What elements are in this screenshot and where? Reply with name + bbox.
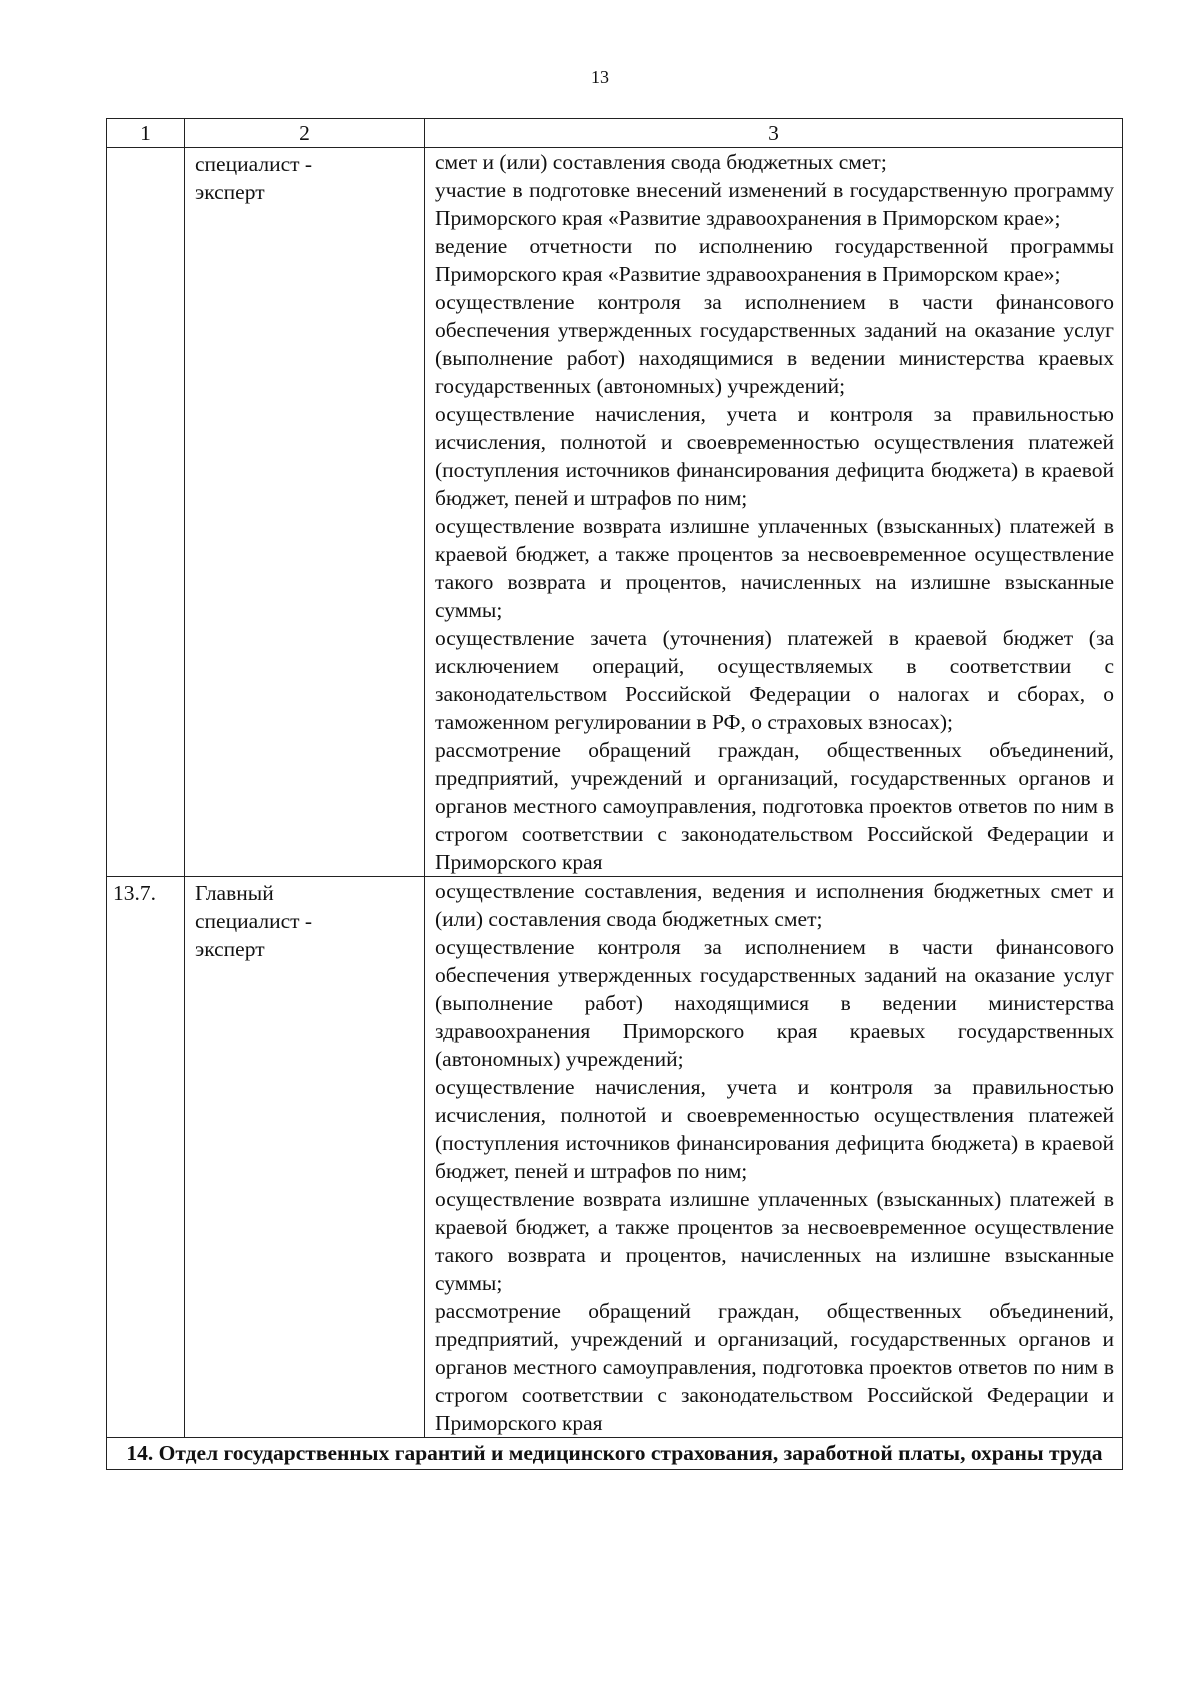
section-heading: 14. Отдел государственных гарантий и медицинского страхования, заработной платы, охраны труда: [107, 1438, 1123, 1470]
position-line: эксперт: [195, 937, 265, 961]
page-number: 13: [591, 67, 609, 87]
position-line: Главный: [195, 881, 274, 905]
duty-item: осуществление начисления, учета и контроля за правильностью исчисления, полнотой и своевременностью осуществления платежей (поступления источников финансирования дефицита бюджета) в краевой бюджет, пеней и штрафов по ним;: [435, 402, 1114, 510]
duty-item: участие в подготовке внесений изменений в государственную программу Приморского края «Развитие здравоохранения в Приморском крае»;: [435, 178, 1114, 230]
section-heading-row: [107, 1438, 1123, 1470]
position-line: специалист -: [195, 152, 313, 176]
position-line: эксперт: [195, 180, 265, 204]
duty-item: осуществление возврата излишне уплаченных (взысканных) платежей в краевой бюджет, а также процентов за несвоевременное осуществление такого возврата и процентов, начисленных на излишне взысканные суммы;: [435, 514, 1114, 622]
column-header: 1: [107, 119, 185, 148]
duty-item: осуществление контроля за исполнением в части финансового обеспечения утвержденных государственных заданий на оказание услуг (выполнение работ) находящимися в ведении министерства здравоохранения Приморского края краевых государственных (автономных) учреждений;: [435, 935, 1114, 1071]
duty-item: осуществление контроля за исполнением в части финансового обеспечения утвержденных государственных заданий на оказание услуг (выполнение работ) находящимися в ведении министерства краевых государственных (автономных) учреждений;: [435, 290, 1114, 398]
duty-item: осуществление зачета (уточнения) платежей в краевой бюджет (за исключением операций, осуществляемых в соответствии с законодательством Российской Федерации о налогах и сборах, о таможенном регулировании в РФ, о страховых взносах);: [435, 626, 1114, 734]
table-header-row: [107, 119, 1123, 148]
duty-item: ведение отчетности по исполнению государственной программы Приморского края «Развитие здравоохранения в Приморском крае»;: [435, 234, 1114, 286]
column-header: 3: [425, 119, 1123, 148]
position-title: [185, 148, 425, 877]
staff-duties-table: [106, 118, 1123, 1470]
position-line: специалист -: [195, 909, 313, 933]
duties-cell: [425, 877, 1123, 1438]
table-row: [107, 877, 1123, 1438]
duty-item: рассмотрение обращений граждан, общественных объединений, предприятий, учреждений и организаций, государственных органов и органов местного самоуправления, подготовка проектов ответов по ним в строгом соответствии с законодательством Российской Федерации и Приморского края: [435, 738, 1114, 874]
position-title: [185, 877, 425, 1438]
duty-item: рассмотрение обращений граждан, общественных объединений, предприятий, учреждений и организаций, государственных органов и органов местного самоуправления, подготовка проектов ответов по ним в строгом соответствии с законодательством Российской Федерации и Приморского края: [435, 1299, 1114, 1435]
duty-item: осуществление возврата излишне уплаченных (взысканных) платежей в краевой бюджет, а также процентов за несвоевременное осуществление такого возврата и процентов, начисленных на излишне взысканные суммы;: [435, 1187, 1114, 1295]
duty-item: осуществление составления, ведения и исполнения бюджетных смет и (или) составления свода бюджетных смет;: [435, 879, 1114, 931]
duties-cell: [425, 148, 1123, 877]
duty-item: осуществление начисления, учета и контроля за правильностью исчисления, полнотой и своевременностью осуществления платежей (поступления источников финансирования дефицита бюджета) в краевой бюджет, пеней и штрафов по ним;: [435, 1075, 1114, 1183]
column-header: 2: [185, 119, 425, 148]
table-row: [107, 148, 1123, 877]
duty-item: смет и (или) составления свода бюджетных смет;: [435, 150, 887, 174]
row-number: [107, 148, 185, 877]
row-number: 13.7.: [107, 877, 185, 1438]
